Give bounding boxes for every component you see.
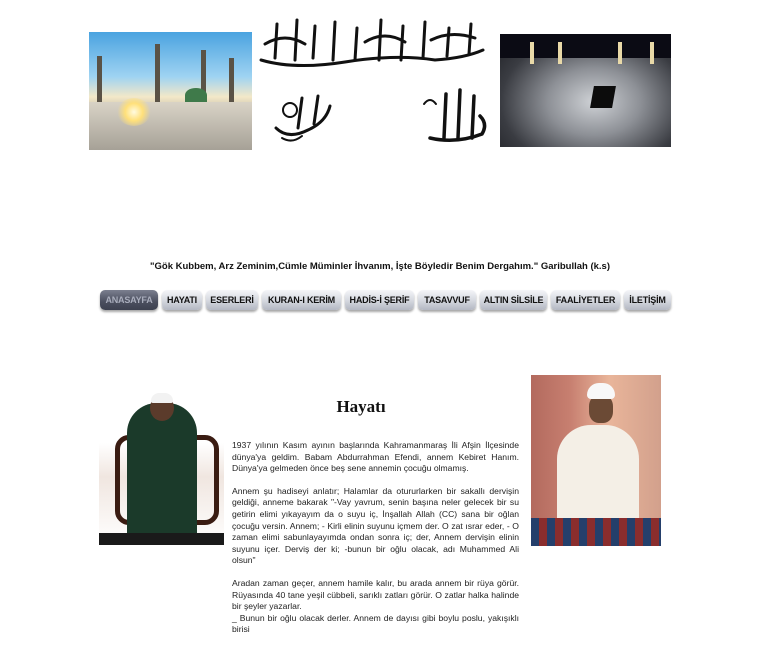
paragraph: Annem şu hadiseyi anlatır; Halamlar da otururlarken bir sakallı dervişin geldiği, anneme bakarak "-Vay yavrum, senin başına neler gelecek bir su getirin elimi yıkayayım da o suyu iç, İnşallah Allah (CC) sana bir oğlan çocuğu versin. Annem; - Kirli elinin suyunu içmem der. O zat ısrar eder, - O zaman elimi sabunlayayımda ondan sonra iç; der, Annem dervişin elinin suyunu içer. Derviş der ki; -bunun bir oğlu olacak, adı Muhammed Ali olsun" bbox=[232, 485, 519, 566]
nav-item-iletisim[interactable]: İLETİŞİM bbox=[624, 290, 671, 310]
sheikh-portrait-left bbox=[99, 375, 224, 545]
kaaba-photo bbox=[500, 34, 671, 147]
bismillah-calligraphy bbox=[255, 14, 489, 72]
page-title: Hayatı bbox=[336, 397, 386, 416]
nav-item-hadis-i-serif[interactable]: HADİS-İ ŞERİF bbox=[345, 290, 414, 310]
header-quote: "Gök Kubbem, Arz Zeminim,Cümle Müminler İhvanım, İşte Böyledir Benim Dergahım." Garibullah (k.s) bbox=[150, 261, 610, 272]
nav-item-hayati[interactable]: HAYATI bbox=[162, 290, 202, 310]
nav-item-eserleri[interactable]: ESERLERİ bbox=[206, 290, 258, 310]
biography-text bbox=[232, 440, 519, 647]
nav-item-tasavvuf[interactable]: TASAVVUF bbox=[418, 290, 476, 310]
sheikh-portrait-right bbox=[531, 375, 661, 546]
muhammad-calligraphy bbox=[268, 88, 338, 146]
allah-calligraphy bbox=[420, 84, 490, 144]
nav-item-kuran-i-kerim[interactable]: KURAN-I KERİM bbox=[262, 290, 341, 310]
paragraph: 1937 yılının Kasım ayının başlarında Kahramanmaraş İli Afşin İlçesinde dünya'ya geldim. Babam Abdurrahman Efendi, annem Kebiret Hanım. Dünya'ya gelmeden önce beş sene annemin çocuğu olmamış. bbox=[232, 440, 519, 474]
nav-item-anasayfa[interactable]: ANASAYFA bbox=[100, 290, 158, 310]
nav-item-altin-silsile[interactable]: ALTIN SİLSİLE bbox=[480, 290, 547, 310]
paragraph: Aradan zaman geçer, annem hamile kalır, bu arada annem bir rüya görür. Rüyasında 40 tane yeşil cübbeli, sarıklı zatları görür. O zatlar halka halinde bir şeyler yazarlar. bbox=[232, 577, 519, 612]
paragraph: _ Bunun bir oğlu olacak derler. Annem de dayısı gibi boylu poslu, yakışıklı birisi bbox=[232, 612, 519, 635]
nav-item-faaliyetler[interactable]: FAALİYETLER bbox=[551, 290, 620, 310]
medina-mosque-photo bbox=[89, 32, 252, 150]
